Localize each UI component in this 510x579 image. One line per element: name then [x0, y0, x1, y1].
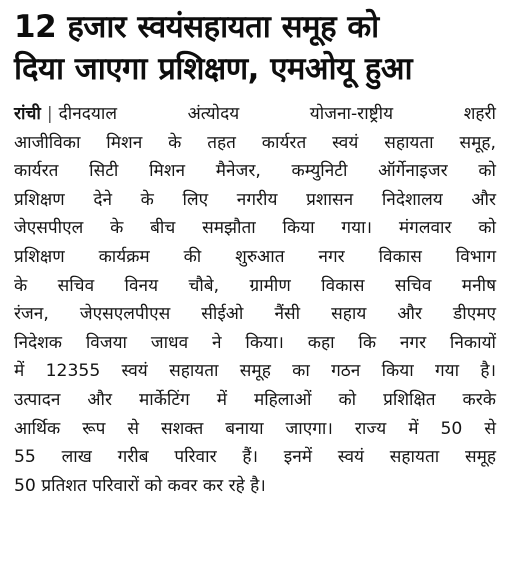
- body-line: जेएसपीएल के बीच समझौता किया गया। मंगलवार को: [14, 218, 496, 239]
- body-line: 55 लाख गरीब परिवार हैं। इनमें स्वयं सहायता समूह: [14, 447, 496, 468]
- body-line: के सचिव विनय चौबे, ग्रामीण विकास सचिव मनीष: [14, 275, 496, 296]
- news-article: [14, 6, 496, 500]
- article-body: [14, 100, 496, 500]
- body-line: आर्थिक रूप से सशक्त बनाया जाएगा। राज्य में 50 से: [14, 418, 496, 439]
- body-line: 50 प्रतिशत परिवारों को कवर कर रहे है।: [14, 475, 266, 496]
- headline-line-1: 12 हजार स्वयंसहायता समूह को: [14, 9, 379, 45]
- body-line: उत्पादन और मार्केटिंग में महिलाओं को प्रशिक्षित करके: [14, 389, 496, 410]
- article-headline: [14, 6, 496, 90]
- headline-line-2: दिया जाएगा प्रशिक्षण, एमओयू हुआ: [14, 51, 413, 87]
- body-line-text: दीनदयाल अंत्योदय योजना-राष्ट्रीय शहरी: [58, 104, 496, 124]
- body-line: प्रशिक्षण कार्यक्रम की शुरुआत नगर विकास विभाग: [14, 246, 496, 267]
- body-line: [14, 100, 496, 129]
- body-line: प्रशिक्षण देने के लिए नगरीय प्रशासन निदेशालय और: [14, 189, 496, 210]
- body-line: आजीविका मिशन के तहत कार्यरत स्वयं सहायता समूह,: [14, 132, 496, 153]
- body-line: में 12355 स्वयं सहायता समूह का गठन किया गया है।: [14, 361, 496, 382]
- body-line: कार्यरत सिटी मिशन मैनेजर, कम्युनिटी ऑर्गेनाइजर को: [14, 161, 496, 182]
- dateline-separator: |: [46, 104, 53, 124]
- dateline: रांची: [14, 104, 41, 124]
- body-line: निदेशक विजया जाधव ने किया। कहा कि नगर निकायों: [14, 332, 496, 353]
- body-line: रंजन, जेएसएलपीएस सीईओ नैंसी सहाय और डीएमए: [14, 304, 496, 325]
